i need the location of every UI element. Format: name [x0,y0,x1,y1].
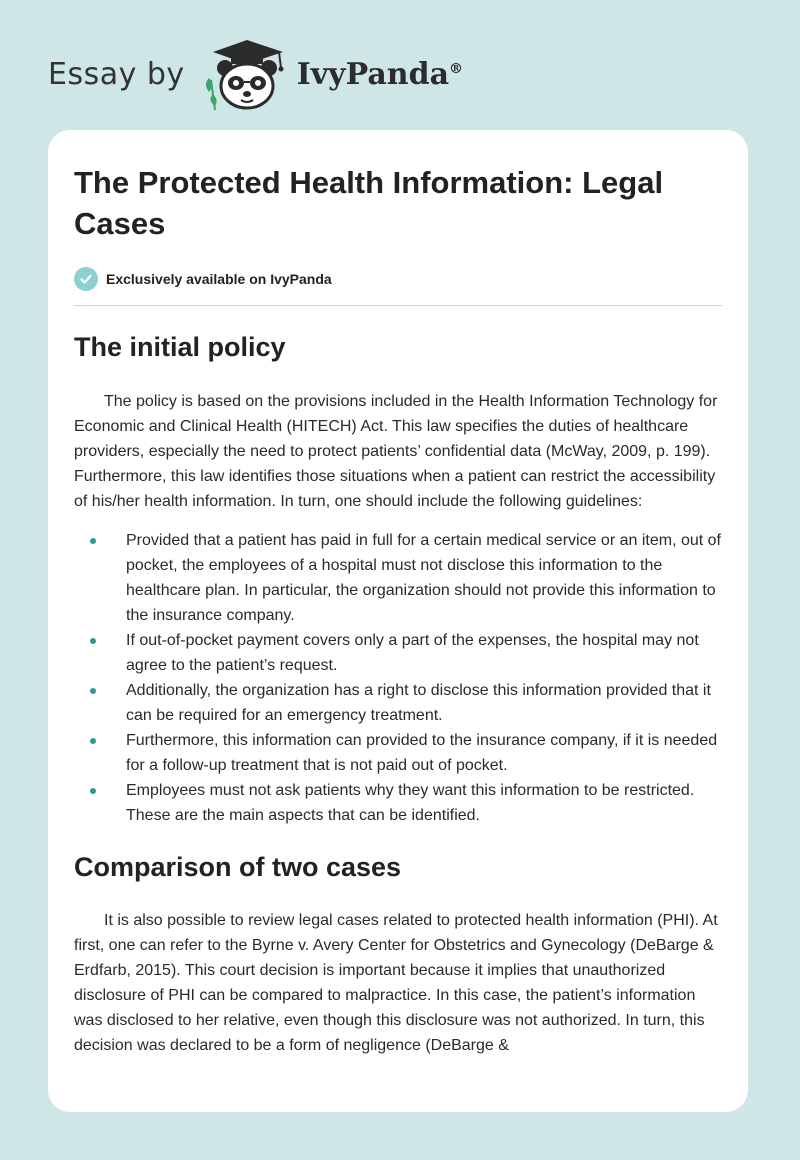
article-title: The Protected Health Information: Legal Cases [74,165,664,241]
bullet-icon [90,788,96,794]
list-item [126,528,722,628]
article-card [48,130,748,1112]
section-paragraph: It is also possible to review legal cases related to protected health information (PHI). At first, one can refer to the Byrne v. Avery Center for Obstetrics and Gynecology (DeBarge & Erdfarb, 2015). This court decision is important because it implies that unauthorized disclosure of PHI can be compared to malpractice. In this case, the patient’s information was disclosed to her relative, even though this disclosure was not authorized. In turn, this decision was declared to be a form of negligence (DeBarge & [74,912,718,1054]
list-item-text: If out-of-pocket payment covers only a part of the expenses, the hospital may not agree to the patient’s request. [126,632,699,674]
exclusive-badge-row [74,267,722,306]
brand-name: IvyPanda® [296,56,464,92]
list-item [126,778,722,828]
list-item-text: Provided that a patient has paid in full for a certain medical service or an item, out of pocket, the employees of a hospital must not disclose this information to the healthcare plan. In particular, the organization should not provide this information to the insurance company. [126,532,721,624]
check-icon [74,267,98,291]
bullet-icon [90,538,96,544]
bullet-icon [90,738,96,744]
list-item-text: Additionally, the organization has a right to disclose this information provided that it can be required for an emergency treatment. [126,682,711,724]
panda-logo-icon [201,34,291,114]
brand-prefix: Essay by [48,56,185,92]
section-heading: Comparison of two cases [74,852,402,882]
list-item-text: Employees must not ask patients why they want this information to be restricted. These are the main aspects that can be identified. [126,782,695,824]
list-item [126,678,722,728]
exclusive-label: Exclusively available on IvyPanda [106,271,332,287]
list-item [126,628,722,678]
registered-mark: ® [449,60,464,77]
list-item-text: Furthermore, this information can provided to the insurance company, if it is needed for a follow-up treatment that is not paid out of pocket. [126,732,718,774]
bullet-icon [90,688,96,694]
list-item [126,728,722,778]
brand-header[interactable] [48,34,463,114]
section-heading: The initial policy [74,332,286,362]
section-paragraph: The policy is based on the provisions included in the Health Information Technology for Economic and Clinical Health (HITECH) Act. This law specifies the duties of healthcare providers, especially the need to protect patients’ confidential data (McWay, 2009, p. 199). Furthermore, this law identifies those situations when a patient can restrict the accessibility of his/her health information. In turn, one should include the following guidelines: [74,393,718,510]
bullet-icon [90,638,96,644]
guidelines-list [74,528,722,828]
